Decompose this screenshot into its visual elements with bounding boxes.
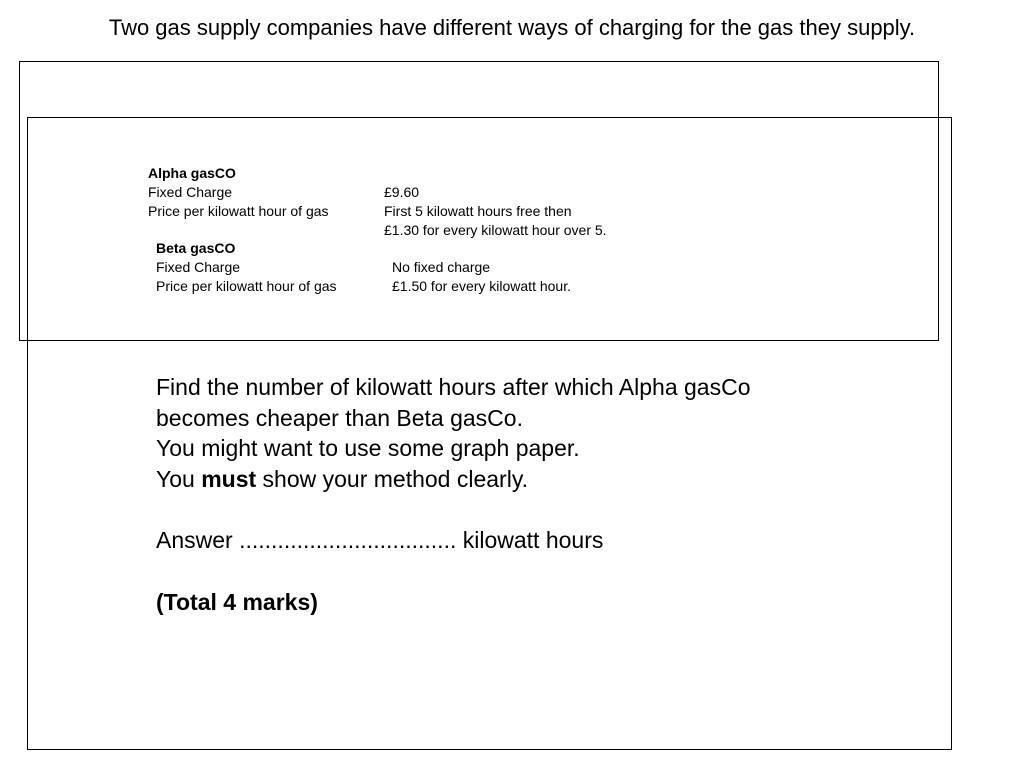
question-line-1: Find the number of kilowatt hours after which Alpha gasCo — [156, 374, 751, 400]
beta-fixed-row — [156, 258, 571, 277]
question-line-4-suffix: show your method clearly. — [256, 465, 529, 492]
answer-line: Answer .................................. kilowatt hours — [156, 527, 604, 553]
beta-price-label: Price per kilowatt hour of gas — [156, 278, 337, 294]
question-emphasis: must — [201, 465, 257, 492]
alpha-price-row — [148, 202, 607, 221]
alpha-fixed-row — [148, 183, 607, 202]
alpha-fixed-label: Fixed Charge — [148, 184, 233, 200]
alpha-fixed-value: £9.60 — [384, 184, 420, 200]
question-line-4-prefix: You — [156, 465, 202, 492]
beta-fixed-value: No fixed charge — [392, 259, 491, 275]
beta-name: Beta gasCO — [156, 240, 236, 256]
question-line-2: becomes cheaper than Beta gasCo. — [156, 404, 523, 431]
alpha-name: Alpha gasCO — [148, 165, 236, 181]
beta-fixed-label: Fixed Charge — [156, 259, 241, 275]
question-line-3: You might want to use some graph paper. — [156, 435, 580, 461]
alpha-price-line1: First 5 kilowatt hours free then — [384, 203, 572, 219]
alpha-price-label: Price per kilowatt hour of gas — [148, 203, 329, 219]
beta-tariff — [156, 239, 571, 296]
total-marks — [156, 587, 751, 618]
total-marks-text: (Total 4 marks) — [156, 588, 318, 615]
beta-price-row — [156, 277, 571, 296]
question-line-4 — [156, 464, 751, 495]
question-text — [156, 372, 751, 617]
alpha-price-line2: £1.30 for every kilowatt hour over 5. — [384, 222, 607, 238]
alpha-tariff — [148, 164, 607, 240]
alpha-price-row-2 — [148, 221, 607, 240]
beta-price-value: £1.50 for every kilowatt hour. — [392, 278, 571, 294]
page-title: Two gas supply companies have different ways of charging for the gas they supply. — [108, 15, 916, 40]
